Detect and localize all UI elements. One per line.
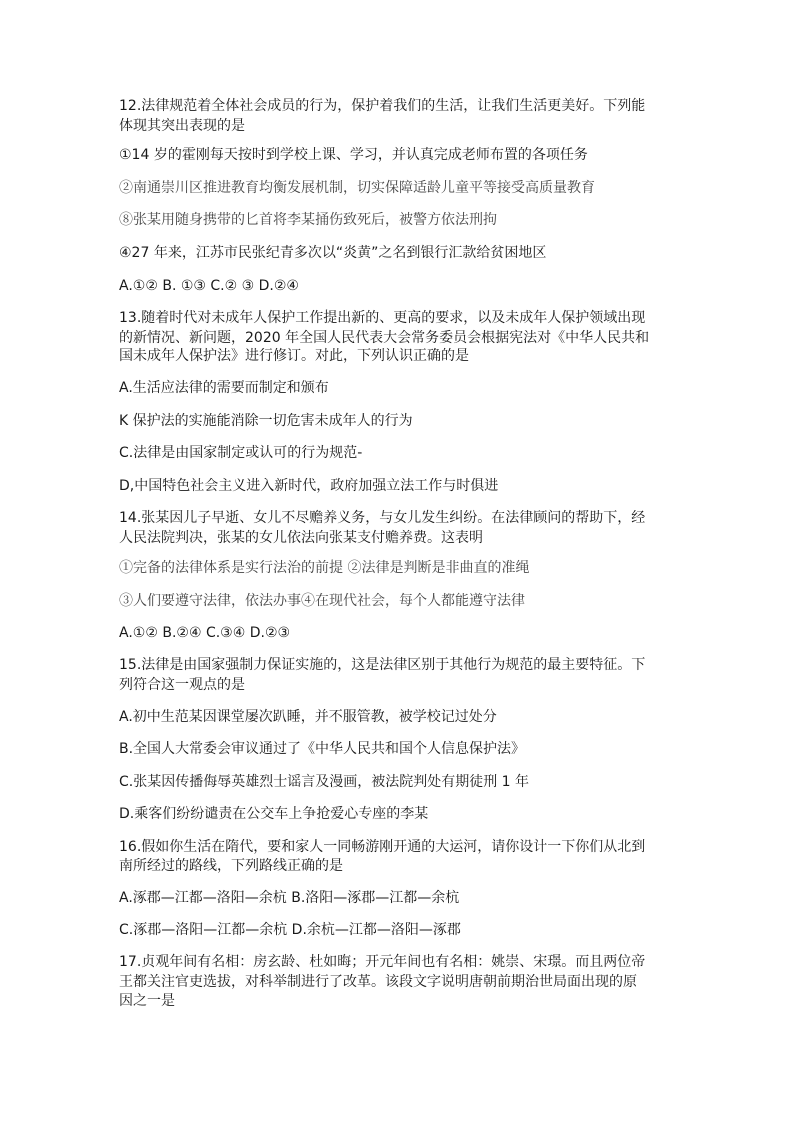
q14-stem-line2: 人民法院判决，张某的女儿依法向张某支付赡养费。这表明 xyxy=(119,530,483,546)
q15-stem-line2: 列符合这一观点的是 xyxy=(119,677,245,693)
q17-stem-line2: 王都关注官吏选拔，对科举制进行了改革。该段文字说明唐朝前期治世局面出现的原 xyxy=(119,974,637,990)
q12-choices: A.①② B. ①③ C.② ③ D.②④ xyxy=(119,278,299,294)
q16-options-cd: C.涿郡—洛阳—江都—余杭 D.余杭—江都—洛阳—涿郡 xyxy=(119,922,461,938)
q16-options-ab: A.涿郡—江都—洛阳—余杭 B.洛阳—涿郡—江都—余杭 xyxy=(119,890,460,906)
q17-stem-line3: 因之一是 xyxy=(119,993,175,1009)
q13-option-a: A.生活应法律的需要而制定和颁布 xyxy=(119,380,329,396)
q12-stem-line1: 12.法律规范着全体社会成员的行为，保护着我们的生活，让我们生活更美好。下列能 xyxy=(119,98,646,114)
q12-statement-2: ②南通崇川区推进教育均衡发展机制，切实保障适龄儿童平等接受高质量教育 xyxy=(119,180,595,196)
q13-stem-line1: 13.随着时代对未成年人保护工作提出新的、更高的要求，以及未成年人保护领域出现 xyxy=(119,310,646,326)
q13-option-d: D,中国特色社会主义进入新时代，政府加强立法工作与时俱进 xyxy=(119,478,499,494)
q16-stem-line1: 16.假如你生活在隋代，要和家人一同畅游刚开通的大运河，请你设计一下你们从北到 xyxy=(119,839,646,855)
q14-choices: A.①② B.②④ C.③④ D.②③ xyxy=(119,625,291,641)
q17-stem-line1: 17.贞观年间有名相：房玄龄、杜如晦；开元年间也有名相：姚崇、宋璟。而且两位帝 xyxy=(119,954,646,970)
q13-stem-line3: 国未成年人保护法》进行修订。对此，下列认识正确的是 xyxy=(119,348,469,364)
q12-statement-3: ⑧张某用随身携带的匕首将李某捅伤致死后，被警方依法刑拘 xyxy=(119,212,497,228)
q15-option-a: A.初中生范某因课堂屡次趴睡，并不服管教，被学校记过处分 xyxy=(119,709,497,725)
q13-option-c: C.法律是由国家制定或认可的行为规范- xyxy=(119,445,363,461)
q16-stem-line2: 南所经过的路线，下列路线正确的是 xyxy=(119,858,343,874)
q15-option-c: C.张某因传播侮辱英雄烈士谣言及漫画，被法院判处有期徒刑 1 年 xyxy=(119,774,530,790)
q12-statement-1: ①14 岁的霍刚每天按时到学校上课、学习，并认真完成老师布置的各项任务 xyxy=(119,147,588,163)
q14-statements-2: ③人们要遵守法律，依法办事④在现代社会，每个人都能遵守法律 xyxy=(119,593,525,609)
q13-option-b: K 保护法的实施能消除一切危害未成年人的行为 xyxy=(119,413,413,429)
q12-stem-line2: 体现其突出表现的是 xyxy=(119,118,245,134)
q15-option-d: D.乘客们纷纷谴责在公交车上争抢爱心专座的李某 xyxy=(119,806,429,822)
q14-stem-line1: 14.张某因儿子早逝、女儿不尽赡养义务，与女儿发生纠纷。在法律顾问的帮助下，经 xyxy=(119,510,646,526)
q14-statements-1: ①完备的法律体系是实行法治的前提 ②法律是判断是非曲直的准绳 xyxy=(119,560,530,576)
q13-stem-line2: 的新情况、新问题，2020 年全国人民代表大会常务委员会根据宪法对《中华人民共和 xyxy=(119,330,650,346)
q12-statement-4: ④27 年来，江苏市民张纪青多次以“炎黄”之名到银行汇款给贫困地区 xyxy=(119,245,547,261)
q15-option-b: B.全国人大常委会审议通过了《中华人民共和国个人信息保护法》 xyxy=(119,741,526,757)
q15-stem-line1: 15.法律是由国家强制力保证实施的，这是法律区别于其他行为规范的最主要特征。下 xyxy=(119,657,646,673)
